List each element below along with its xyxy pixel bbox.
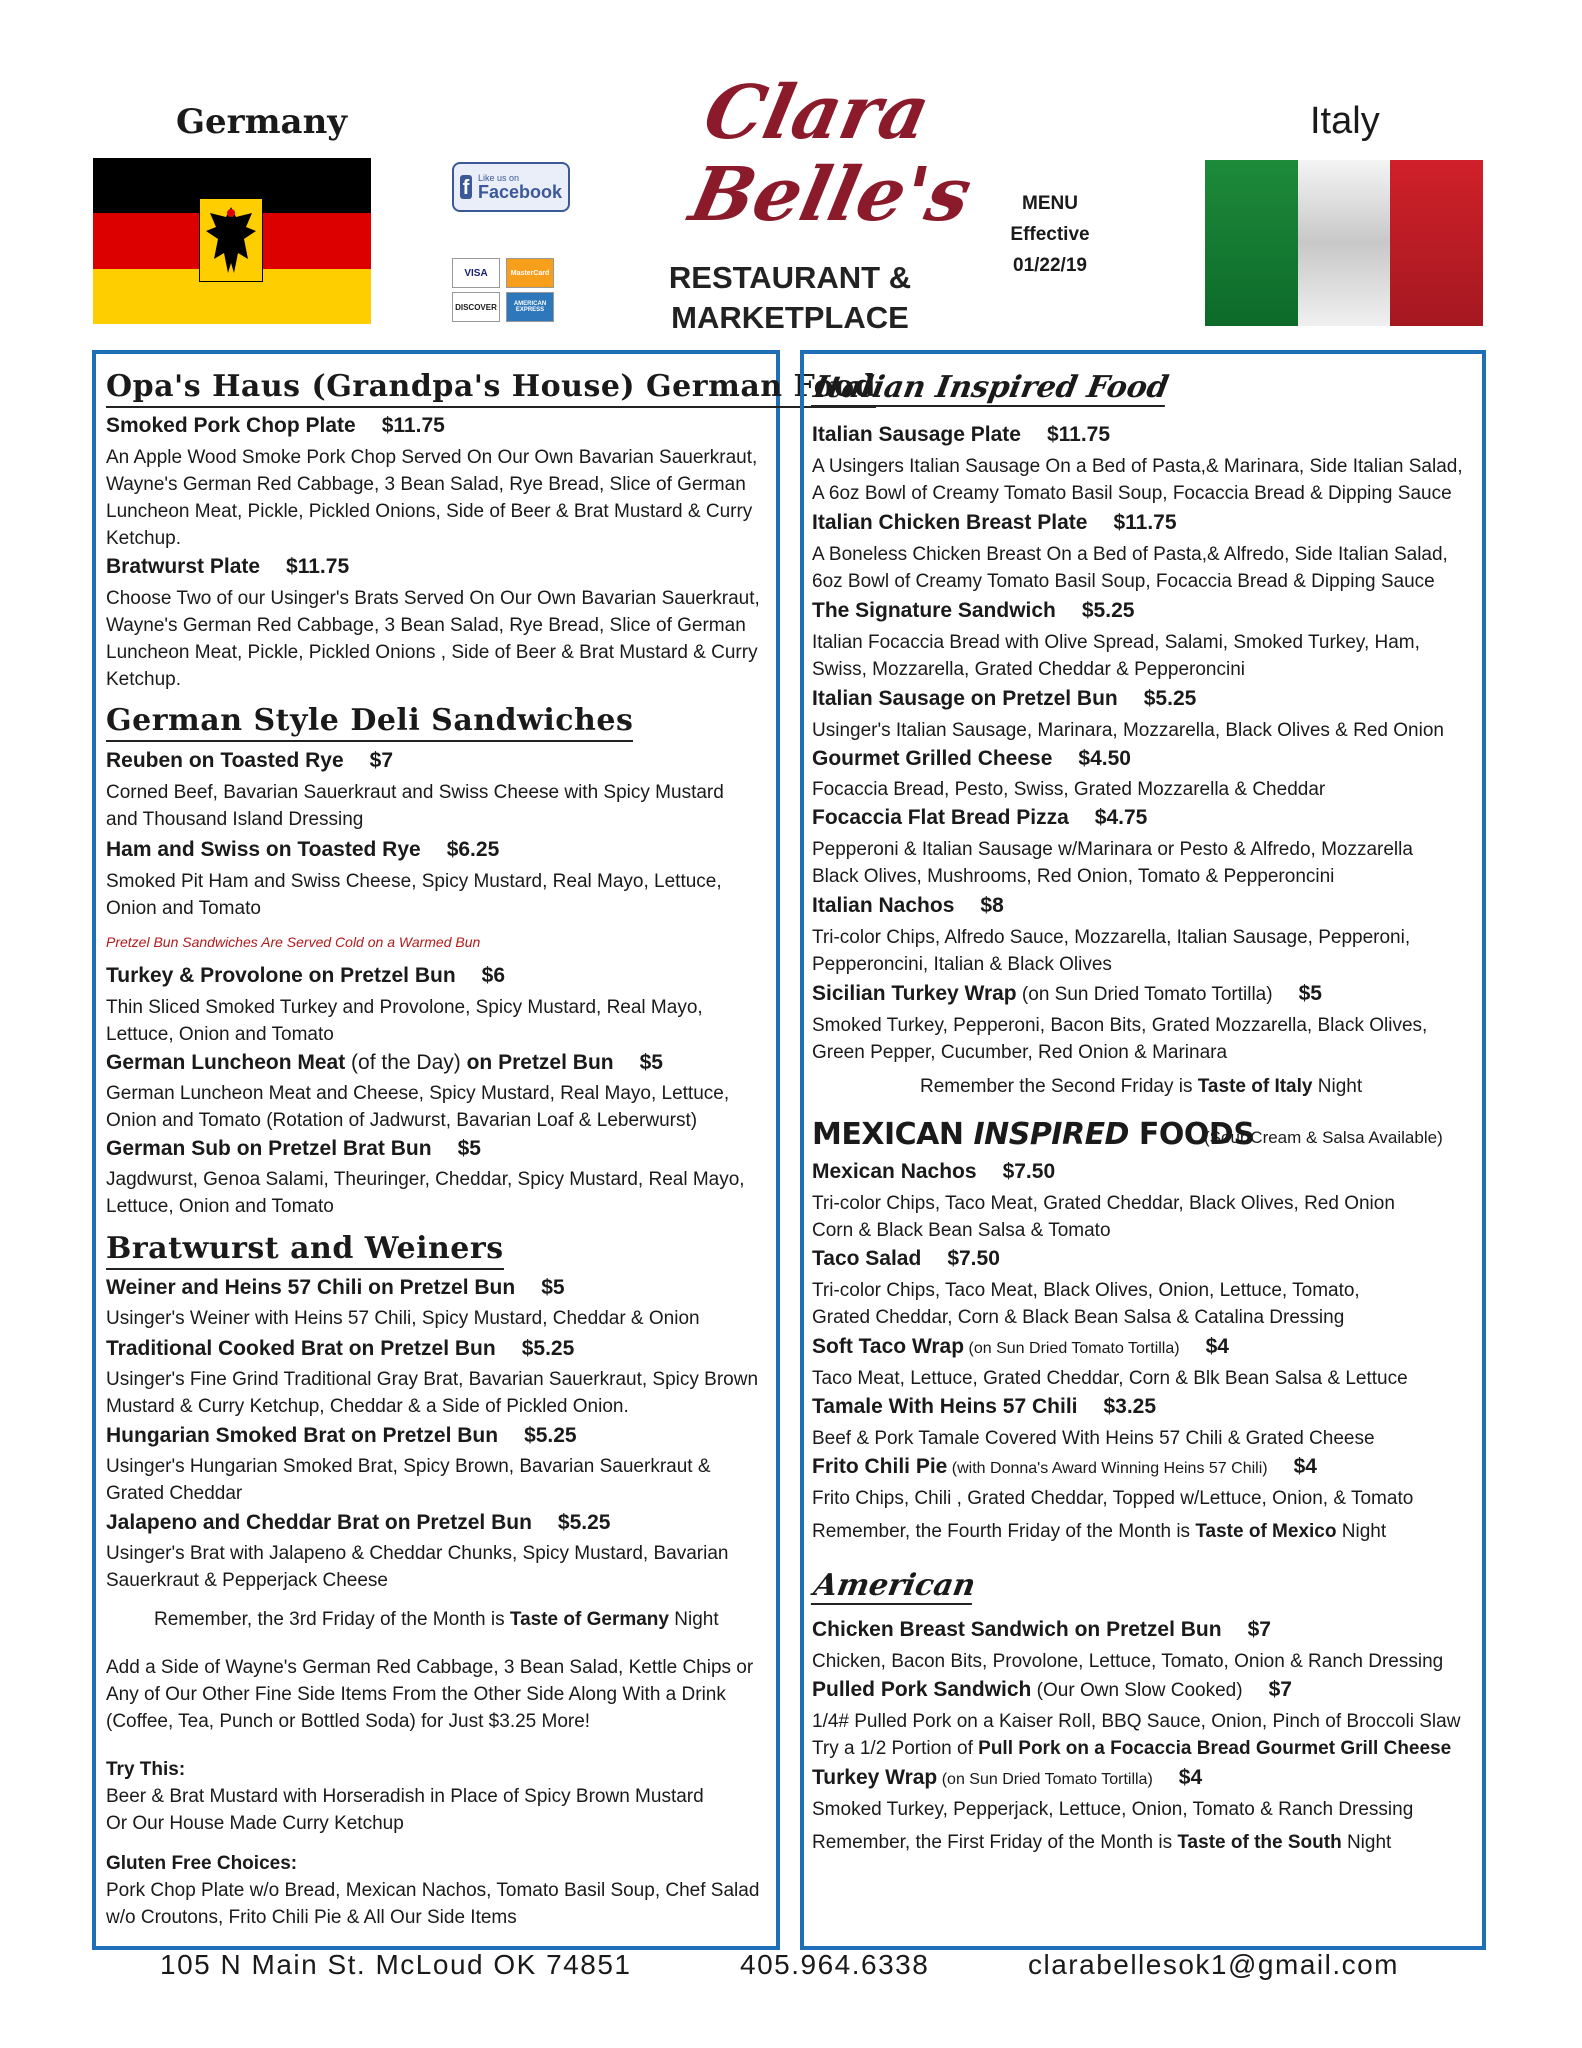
menu-item-name: Italian Sausage on Pretzel Bun $5.25	[812, 687, 1197, 710]
menu-item-price: $4.75	[1094, 806, 1148, 829]
facebook-small-text: Like us on	[477, 172, 519, 183]
menu-item-desc: Taco Meat, Lettuce, Grated Cheddar, Corn & Blk Bean Salsa & Lettuce	[812, 1368, 1408, 1389]
menu-item-desc: Beef & Pork Tamale Covered With Heins 57 Chili & Grated Cheese	[812, 1428, 1375, 1449]
pretzel-bun-note: Pretzel Bun Sandwiches Are Served Cold on a Warmed Bun	[106, 934, 481, 950]
section-heading-deli: German Style Deli Sandwiches	[106, 703, 633, 742]
menu-item-price: $11.75	[1113, 511, 1177, 534]
menu-item-price: $5	[639, 1051, 663, 1074]
menu-item-name: Sicilian Turkey Wrap (on Sun Dried Tomato Tortilla) $5	[812, 982, 1322, 1005]
italy-flag	[1205, 160, 1483, 326]
menu-date: 01/22/19	[1013, 255, 1087, 276]
germany-label: Germany	[176, 102, 348, 142]
menu-item-price: $5.25	[1081, 599, 1135, 622]
taste-of-mexico-note: Remember, the Fourth Friday of the Month is Taste of Mexico Night	[812, 1521, 1387, 1542]
menu-item-desc: Usinger's Fine Grind Traditional Gray Brat, Bavarian Sauerkraut, Spicy Brown Mustard & Curry Ketchup, Cheddar & a Side of Pickled Onion.	[106, 1369, 759, 1417]
menu-item-price: $8	[980, 894, 1004, 917]
menu-item-desc: Tri-color Chips, Alfredo Sauce, Mozzarella, Italian Sausage, Pepperoni, Pepperoncini, Italian & Black Olives	[812, 927, 1411, 975]
restaurant-name	[660, 258, 920, 338]
menu-item-name: The Signature Sandwich $5.25	[812, 599, 1135, 622]
menu-item-desc: Tri-color Chips, Taco Meat, Grated Cheddar, Black Olives, Red Onion Corn & Black Bean Salsa & Tomato	[812, 1193, 1395, 1241]
menu-item-price: $7.50	[1002, 1160, 1056, 1183]
menu-item-desc: Pepperoni & Italian Sausage w/Marinara or Pesto & Alfredo, Mozzarella Black Olives, Mushrooms, Red Onion, Tomato & Pepperoncini	[812, 839, 1413, 887]
try-this-title: Try This:	[106, 1759, 186, 1780]
gluten-free-title: Gluten Free Choices:	[106, 1853, 298, 1874]
gluten-free-choices: Gluten Free Choices: Pork Chop Plate w/o Bread, Mexican Nachos, Tomato Basil Soup, Chef Salad w/o Croutons, Frito Chili Pie & All Our Side Items	[106, 1850, 759, 1931]
menu-item-price: $5	[541, 1276, 565, 1299]
menu-item-price: $5	[457, 1137, 481, 1160]
facebook-label: Facebook	[477, 181, 562, 202]
section-heading-american: American	[811, 1568, 979, 1603]
logo-clara: Clara	[696, 70, 938, 156]
menu-item-desc: Usinger's Weiner with Heins 57 Chili, Spicy Mustard, Cheddar & Onion	[106, 1308, 700, 1329]
menu-item-name: Frito Chili Pie (with Donna's Award Winning Heins 57 Chili) $4	[812, 1455, 1317, 1478]
menu-item-desc: A Usingers Italian Sausage On a Bed of Pasta,& Marinara, Side Italian Salad, A 6oz Bowl of Creamy Tomato Basil Soup, Focaccia Bread & Dipping Sauce	[812, 456, 1463, 504]
menu-item-name: German Sub on Pretzel Brat Bun $5	[106, 1137, 481, 1160]
side-offer: Add a Side of Wayne's German Red Cabbage, 3 Bean Salad, Kettle Chips or Any of Our Other Fine Side Items From the Other Side Along With a Drink (Coffee, Tea, Punch or Bottled Soda) for Just $3.25 More!	[106, 1657, 754, 1732]
menu-item-desc: Usinger's Italian Sausage, Marinara, Mozzarella, Black Olives & Red Onion	[812, 720, 1444, 741]
menu-item-name: Hungarian Smoked Brat on Pretzel Bun $5.25	[106, 1424, 577, 1447]
menu-item-desc: Thin Sliced Smoked Turkey and Provolone, Spicy Mustard, Real Mayo, Lettuce, Onion and Tomato	[106, 997, 703, 1045]
menu-item-desc: Smoked Turkey, Pepperoni, Bacon Bits, Grated Mozzarella, Black Olives, Green Pepper, Cucumber, Red Onion & Marinara	[812, 1015, 1428, 1063]
menu-item-price: $11.75	[381, 414, 445, 437]
section-heading-opas-haus: Opa's Haus (Grandpa's House) German Food	[106, 369, 876, 408]
menu-item-name: Soft Taco Wrap (on Sun Dried Tomato Tortilla) $4	[812, 1335, 1229, 1358]
footer-address: 105 N Main St. McLoud OK 74851	[160, 1949, 632, 1980]
menu-item-name: Reuben on Toasted Rye $7	[106, 749, 394, 772]
section-heading-italian: Italian Inspired Food	[811, 370, 1172, 405]
taste-of-south-note: Remember, the First Friday of the Month is Taste of the South Night	[812, 1832, 1392, 1853]
menu-item-name: Turkey Wrap (on Sun Dried Tomato Tortilla) $4	[812, 1766, 1203, 1789]
section-heading-bratwurst: Bratwurst and Weiners	[106, 1231, 504, 1270]
menu-line-1: MENU	[1022, 193, 1078, 214]
menu-item-price: $3.25	[1103, 1395, 1157, 1418]
section-heading-mexican: MEXICAN INSPIRED FOODS	[812, 1117, 1255, 1152]
facebook-icon: f	[460, 175, 472, 199]
menu-item-price: $4	[1178, 1766, 1203, 1789]
menu-item-name: Focaccia Flat Bread Pizza $4.75	[812, 806, 1148, 829]
menu-item-name: Ham and Swiss on Toasted Rye $6.25	[106, 838, 500, 861]
facebook-like-badge[interactable]	[452, 162, 570, 212]
sour-cream-note: (Sour Cream & Salsa Available)	[1204, 1128, 1443, 1147]
menu-item-desc: Choose Two of our Usinger's Brats Served On Our Own Bavarian Sauerkraut, Wayne's German Red Cabbage, 3 Bean Salad, Rye Bread, Slice of German Luncheon Meat, Pickle, Pickled Onions , Side of Beer & Brat Mustard & Curry Ketchup.	[106, 588, 760, 690]
menu-item-price: $11.75	[1046, 423, 1111, 446]
menu-item-price: $6	[481, 964, 506, 987]
menu-item-desc: An Apple Wood Smoke Pork Chop Served On Our Own Bavarian Sauerkraut, Wayne's German Red Cabbage, 3 Bean Salad, Rye Bread, Slice of German Luncheon Meat, Pickle, Pickled Onions, Side of Beer & Brat Mustard & Curry Ketchup.	[106, 447, 758, 549]
menu-item-price: $5.25	[524, 1424, 577, 1447]
menu-item-price: $6.25	[446, 838, 500, 861]
menu-item-name: Bratwurst Plate $11.75	[106, 555, 350, 578]
menu-item-desc: 1/4# Pulled Pork on a Kaiser Roll, BBQ Sauce, Onion, Pinch of Broccoli Slaw Try a 1/2 Portion of Pull Pork on a Focaccia Bread Gourmet Grill Cheese	[812, 1711, 1461, 1759]
menu-item-price: $5.25	[557, 1511, 611, 1534]
mastercard-icon: MasterCard	[506, 258, 554, 288]
menu-item-name: Turkey & Provolone on Pretzel Bun $6	[106, 964, 506, 987]
footer-phone[interactable]: 405.964.6338	[740, 1949, 930, 1980]
menu-item-desc: Usinger's Brat with Jalapeno & Cheddar Chunks, Spicy Mustard, Bavarian Sauerkraut & Pepperjack Cheese	[106, 1543, 729, 1591]
menu-effective	[985, 188, 1115, 281]
menu-item-desc: Chicken, Bacon Bits, Provolone, Lettuce, Tomato, Onion & Ranch Dressing	[812, 1651, 1444, 1672]
menu-item-name: Tamale With Heins 57 Chili $3.25	[812, 1395, 1157, 1418]
menu-item-price: $5	[1298, 982, 1322, 1005]
taste-of-germany-note: Remember, the 3rd Friday of the Month is Taste of Germany Night	[154, 1609, 719, 1630]
menu-item-name: Mexican Nachos $7.50	[812, 1160, 1056, 1183]
restaurant-line-2: MARKETPLACE	[671, 300, 909, 335]
menu-item-name: Italian Chicken Breast Plate $11.75	[812, 511, 1177, 534]
menu-item-name: Weiner and Heins 57 Chili on Pretzel Bun $5	[106, 1276, 565, 1299]
discover-card-icon: DISCOVER	[452, 292, 500, 322]
menu-item-name: Gourmet Grilled Cheese $4.50	[812, 747, 1131, 770]
menu-item-price: $4	[1293, 1455, 1317, 1478]
visa-card-icon: VISA	[452, 258, 500, 288]
menu-item-price: $5.25	[1143, 687, 1197, 710]
menu-item-name: Italian Nachos $8	[812, 894, 1004, 917]
menu-item-desc: Tri-color Chips, Taco Meat, Black Olives, Onion, Lettuce, Tomato, Grated Cheddar, Corn & Black Bean Salsa & Catalina Dressing	[812, 1280, 1360, 1328]
menu-item-price: $11.75	[286, 555, 350, 578]
menu-item-name: Taco Salad $7.50	[812, 1247, 1000, 1270]
menu-item-desc: A Boneless Chicken Breast On a Bed of Pasta,& Alfredo, Side Italian Salad, 6oz Bowl of Creamy Tomato Basil Soup, Focaccia Bread & Dipping Sauce	[812, 544, 1448, 592]
italy-label: Italy	[1310, 100, 1380, 142]
menu-item-desc: Smoked Turkey, Pepperjack, Lettuce, Onion, Tomato & Ranch Dressing	[812, 1799, 1414, 1820]
menu-item-name: Pulled Pork Sandwich (Our Own Slow Cooked) $7	[812, 1678, 1292, 1701]
menu-item-price: $7	[369, 749, 394, 772]
menu-item-name: Traditional Cooked Brat on Pretzel Bun $5.25	[106, 1337, 575, 1360]
menu-item-price: $7	[1268, 1678, 1292, 1701]
menu-item-price: $4	[1205, 1335, 1229, 1358]
taste-of-italy-note: Remember the Second Friday is Taste of Italy Night	[920, 1076, 1363, 1097]
menu-item-desc: Usinger's Hungarian Smoked Brat, Spicy Brown, Bavarian Sauerkraut & Grated Cheddar	[106, 1456, 711, 1504]
menu-item-price: $4.50	[1078, 747, 1131, 770]
menu-item-price: $7.50	[947, 1247, 1000, 1270]
menu-item-name: Smoked Pork Chop Plate $11.75	[106, 414, 445, 437]
menu-item-price: $5.25	[521, 1337, 575, 1360]
menu-item-desc: Frito Chips, Chili , Grated Cheddar, Topped w/Lettuce, Onion, & Tomato	[812, 1488, 1414, 1509]
footer-email[interactable]: clarabellesok1@gmail.com	[1028, 1949, 1400, 1980]
menu-item-name: German Luncheon Meat (of the Day) on Pretzel Bun $5	[106, 1051, 663, 1074]
try-this: Try This: Beer & Brat Mustard with Horseradish in Place of Spicy Brown Mustard Or Our House Made Curry Ketchup	[106, 1756, 704, 1837]
menu-item-desc: Focaccia Bread, Pesto, Swiss, Grated Mozzarella & Cheddar	[812, 779, 1326, 800]
eagle-crest-icon	[199, 198, 263, 282]
menu-item-desc: German Luncheon Meat and Cheese, Spicy Mustard, Real Mayo, Lettuce, Onion and Tomato (Rotation of Jadwurst, Bavarian Loaf & Leberwurst)	[106, 1083, 730, 1131]
amex-card-icon: AMERICAN EXPRESS	[506, 292, 554, 322]
menu-item-desc: Corned Beef, Bavarian Sauerkraut and Swiss Cheese with Spicy Mustard and Thousand Island Dressing	[106, 782, 724, 830]
menu-item-name: Chicken Breast Sandwich on Pretzel Bun $7	[812, 1618, 1271, 1641]
logo-belles: Belle's	[682, 152, 979, 238]
menu-item-price: $7	[1247, 1618, 1271, 1641]
menu-item-desc: Italian Focaccia Bread with Olive Spread, Salami, Smoked Turkey, Ham, Swiss, Mozzarella, Grated Cheddar & Pepperoncini	[812, 632, 1420, 680]
restaurant-line-1: RESTAURANT &	[668, 260, 912, 295]
menu-item-name: Italian Sausage Plate $11.75	[812, 423, 1111, 446]
menu-line-2: Effective	[1010, 224, 1090, 245]
germany-flag	[93, 158, 371, 324]
menu-item-desc: Smoked Pit Ham and Swiss Cheese, Spicy Mustard, Real Mayo, Lettuce, Onion and Tomato	[106, 871, 722, 919]
menu-item-desc: Jagdwurst, Genoa Salami, Theuringer, Cheddar, Spicy Mustard, Real Mayo, Lettuce, Onion and Tomato	[106, 1169, 745, 1217]
menu-item-name: Jalapeno and Cheddar Brat on Pretzel Bun $5.25	[106, 1511, 611, 1534]
